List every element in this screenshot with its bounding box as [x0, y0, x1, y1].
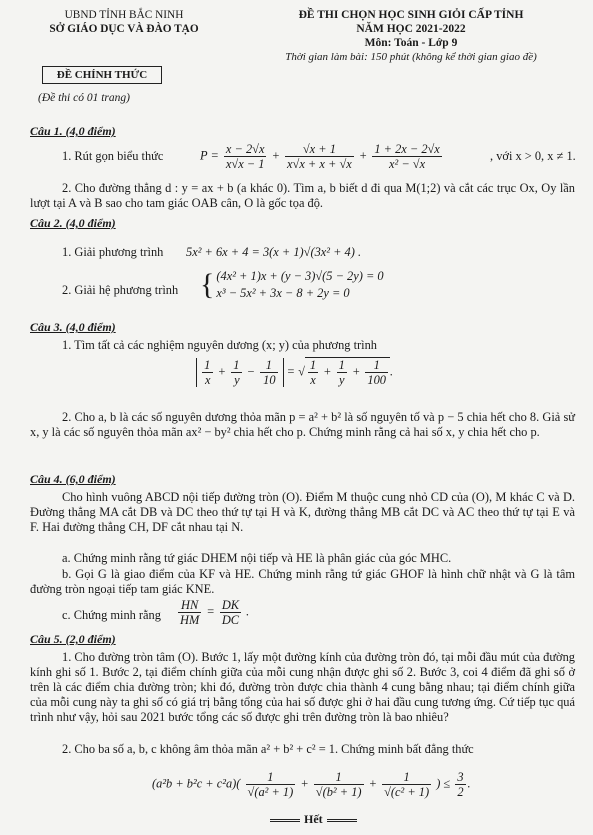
- pages-note: (Đề thi có 01 trang): [38, 92, 130, 104]
- q3-p2: 2. Cho a, b là các số nguyên dương thỏa mãn p = a² + b² là số nguyên tố và p − 5 chia hết cho 8. Giả sử x, y là các số nguyên thỏa mãn ax² − by² chia hết cho p. Chứng minh rằng cả hai số x, y chia hết cho p.: [30, 410, 575, 439]
- q5-p1: 1. Cho đường tròn tâm (O). Bước 1, lấy một đường kính của đường tròn đó, tại mỗi đầu mút của đường kính ghi số 1. Bước 2, tại điểm chính giữa của mỗi cung nhận được ghi số 2. Bước 3, coi 4 điểm đã ghi số ở trên là các điểm chia đường tròn; khi đó, đường tròn được chia thành 4 cung bằng nhau; tại điểm chính giữa của mỗi cung này ta ghi số có giá trị bằng tổng của hai số được ghi ở hai đầu cung tương ứng. Cứ tiếp tục quá trình như vậy, hỏi sau 2021 bước tổng các số được ghi trên đường tròn là bao nhiêu?: [30, 650, 575, 724]
- q2-p2-lead: 2. Giải hệ phương trình: [62, 283, 179, 297]
- q5-inequality: (a²b + b²c + c²a)( $\frac{1}{\text{√(a² + 1)}}$ + $\frac{1}{\text{√(b² + 1)}}$ + $\frac{1}{\text{√(c² + 1)}}$ ) ≤ $\frac{3}{2}$ .: [152, 770, 471, 799]
- q4-part-a: a. Chứng minh rằng tứ giác DHEM nội tiếp và HE là phân giác của góc MHC.: [62, 551, 452, 565]
- subject: Môn: Toán - Lớp 9: [364, 37, 458, 49]
- q3-p1: 1. Tìm tất cả các nghiệm nguyên dương (x; y) của phương trình: [62, 338, 377, 352]
- q4-part-c-lead: c. Chứng minh rằng: [62, 608, 161, 622]
- q1-heading: Câu 1. (4,0 điểm): [30, 124, 116, 138]
- issuer-line2: SỞ GIÁO DỤC VÀ ĐÀO TẠO: [49, 23, 199, 35]
- q1-expression: P = $\frac{x - 2√x}{x√x - 1}$ + $\frac{√x + 1}{x√x + x + √x}$ + $\frac{1 + 2x - 2√x}{\text{x² − √x}}$: [200, 142, 440, 171]
- issuer-line1: UBND TỈNH BẮC NINH: [64, 9, 184, 21]
- q4-intro: Cho hình vuông ABCD nội tiếp đường tròn (O). Điểm M thuộc cung nhỏ CD của (O), M khác C và D. Đường thẳng MA cắt DB và DC theo thứ tự tại H và K, đường thẳng MB cắt DC và AC theo thứ tự tại E và F. Hai đường thẳng CH, DF cắt nhau tại N.: [30, 490, 575, 534]
- q4-part-b: b. Gọi G là giao điểm của KF và HE. Chứng minh rằng tứ giác GHOF là hình chữ nhật và G là tâm đường tròn ngoại tiếp tam giác KNE.: [30, 567, 575, 596]
- official-stamp: ĐỀ CHÍNH THỨC: [42, 66, 162, 84]
- time-limit: Thời gian làm bài: 150 phút (không kể thời gian giao đề): [285, 51, 537, 63]
- exam-title-block: [236, 8, 586, 64]
- issuer-block: [24, 8, 224, 36]
- q2-system: { (4x² + 1)x + (y − 3)√(5 − 2y) = 0 x³ − 5x² + 3x − 8 + 2y = 0: [200, 268, 384, 301]
- q2-equation: 5x² + 6x + 4 = 3(x + 1)√(3x² + 4) .: [186, 245, 362, 259]
- q1-condition: , với x > 0, x ≠ 1.: [490, 149, 576, 163]
- q2-heading: Câu 2. (4,0 điểm): [30, 216, 116, 230]
- q4-heading: Câu 4. (6,0 điểm): [30, 472, 116, 486]
- q2-system-row1: (4x² + 1)x + (y − 3)√(5 − 2y) = 0: [216, 269, 384, 283]
- q1-p2: 2. Cho đường thẳng d : y = ax + b (a khác 0). Tìm a, b biết d đi qua M(1;2) và cắt các trục Ox, Oy lần lượt tại A và B sao cho tam giác OAB cân, O là gốc tọa độ.: [30, 181, 575, 210]
- q1-p1-lead: 1. Rút gọn biểu thức: [62, 149, 164, 163]
- q2-system-row2: x³ − 5x² + 3x − 8 + 2y = 0: [216, 286, 350, 300]
- q5-heading: Câu 5. (2,0 điểm): [30, 632, 116, 646]
- q2-p1-lead: 1. Giải phương trình: [62, 245, 164, 259]
- q3-equation: $\frac{1}{x}$ + $\frac{1}{y}$ − $\frac{1}{10}$ = √ $\frac{1}{x}$ + $\frac{1}{y}$ + $\frac{1}{100}$ .: [196, 357, 393, 387]
- school-year: NĂM HỌC 2021-2022: [356, 23, 466, 35]
- q3-heading: Câu 3. (4,0 điểm): [30, 320, 116, 334]
- exam-title: ĐỀ THI CHỌN HỌC SINH GIỎI CẤP TỈNH: [298, 9, 524, 21]
- q4-part-c-expr: $\frac{HN}{HM}$ = $\frac{DK}{DC}$ .: [180, 598, 250, 627]
- q5-p2: 2. Cho ba số a, b, c không âm thỏa mãn a² + b² + c² = 1. Chứng minh bất đẳng thức: [62, 742, 474, 756]
- end-marker: Hết: [266, 812, 361, 827]
